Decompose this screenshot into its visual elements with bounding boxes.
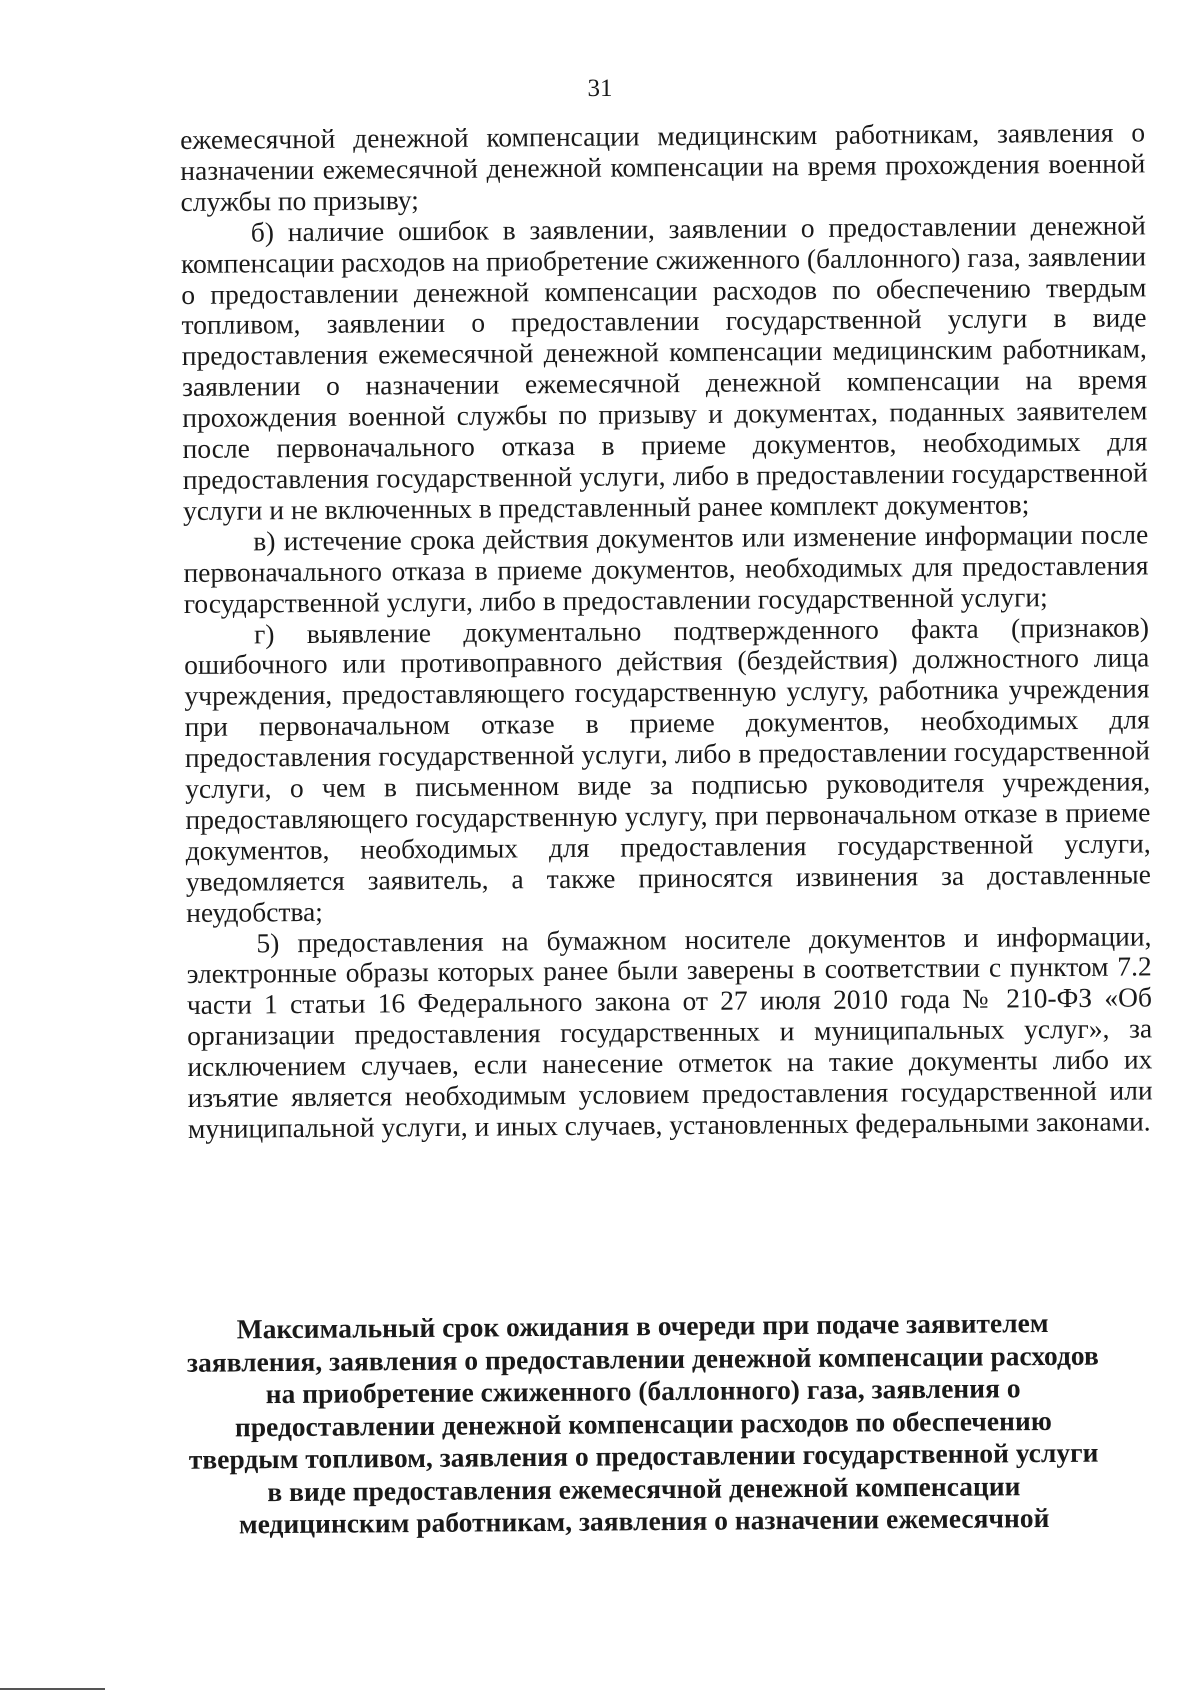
heading-line: медицинским работникам, заявления о назначении ежемесячной: [238, 1502, 1050, 1540]
heading-line: на приобретение сжиженного (баллонного) газа, заявления о: [265, 1372, 1021, 1410]
paragraph-item-v: в) истечение срока действия документов или изменение информации после первоначального отказа в приеме документов, необходимых для предоставления государственной услуги, либо в предоставлении государственной услуги;: [183, 518, 1149, 619]
heading-line: заявления, заявления о предоставлении денежной компенсации расходов: [186, 1339, 1099, 1378]
heading-line: в виде предоставления ежемесячной денежной компенсации: [267, 1469, 1021, 1507]
paragraph-item-g: г) выявление документально подтвержденного факта (признаков) ошибочного или противоправного действия (бездействия) должностного лица учреждения, предоставляющего государственную услугу, работника учреждения при первоначальном отказе в приеме документов, необходимых для предоставления государственной услуги, либо в предоставлении государственной услуги, о чем в письменном виде за подписью руководителя учреждения, предоставляющего государственную услугу, при первоначальном отказе в приеме документов, необходимых для предоставления государственной услуги, уведомляется заявитель, а также приносятся извинения за доставленные неудобства;: [184, 610, 1152, 928]
paragraph-item-5: 5) предоставления на бумажном носителе документов и информации, электронные образы которых ранее были заверены в соответствии с пунктом 7.2 части 1 статьи 16 Федерального закона от 27 июля 2010 года № 210-ФЗ «Об организации предоставления государственных и муниципальных услуг», за исключением случаев, если нанесение отметок на такие документы либо их изъятие является необходимым условием предоставления государственной или муниципальной услуги, и иных случаев, установленных федеральными законами.: [186, 919, 1153, 1144]
paragraph-continuation: ежемесячной денежной компенсации медицинским работникам, заявления о назначении ежемесячной денежной компенсации на время прохождения военной службы по призыву;: [179, 116, 1146, 217]
heading-line: твердым топливом, заявления о предоставлении государственной услуги: [188, 1436, 1099, 1475]
scan-edge-line: [0, 1688, 105, 1690]
heading-line: предоставлении денежной компенсации расходов по обеспечению: [234, 1404, 1052, 1442]
heading-line: Максимальный срок ожидания в очереди при подаче заявителем: [236, 1307, 1049, 1345]
paragraph-item-b: б) наличие ошибок в заявлении, заявлении о предоставлении денежной компенсации расходов на приобретение сжиженного (баллонного) газа, заявлении о предоставлении денежной компенсации расходов по обеспечению твердым топливом, заявлении о предоставлении государственной услуги в виде предоставления ежемесячной денежной компенсации медицинским работникам, заявлении о назначении ежемесячной денежной компенсации на время прохождения военной службы по призыву и документах, поданных заявителем после первоначального отказа в приеме документов, необходимых для предоставления государственной услуги, либо в предоставлении государственной услуги и не включенных в представленный ранее комплект документов;: [180, 209, 1148, 526]
page-number: 31: [587, 75, 613, 102]
section-heading: [160, 1306, 1127, 1541]
body-text: [180, 117, 1153, 1144]
